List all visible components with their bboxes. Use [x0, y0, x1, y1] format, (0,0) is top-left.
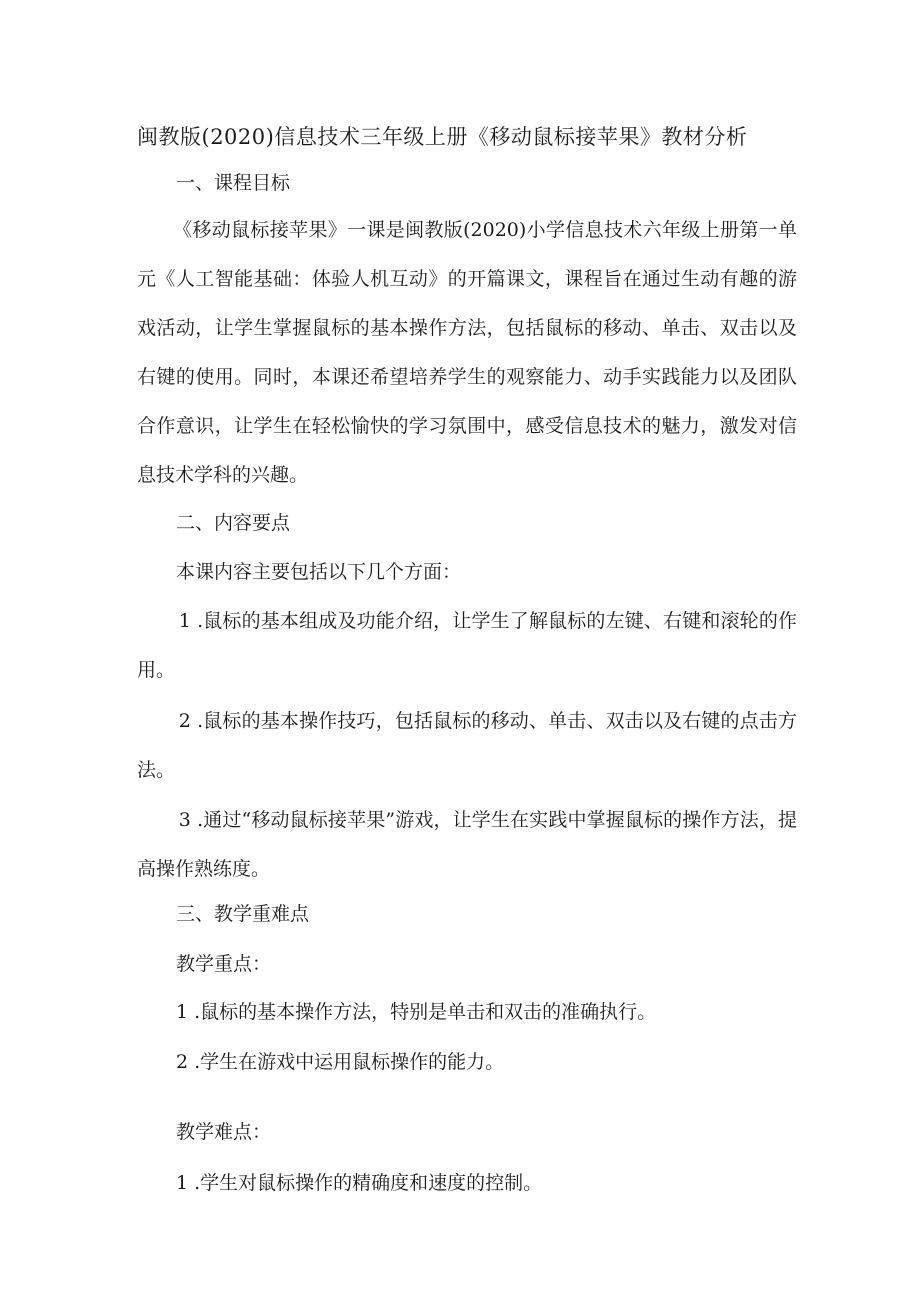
key-points-label: 教学重点： — [176, 953, 272, 975]
content-intro: 本课内容主要包括以下几个方面： — [176, 561, 462, 583]
document-title: 闽教版(2020)信息技术三年级上册《移动鼠标接苹果》教材分析 — [137, 125, 748, 149]
course-goals-paragraph: 《移动鼠标接苹果》一课是闽教版(2020)小学信息技术六年级上册第一单元《人工智能基础：体验人机互动》的开篇课文，课程旨在通过生动有趣的游戏活动，让学生掌握鼠标的基本操作方法，包括鼠标的移动、单击、双击以及右键的使用。同时，本课还希望培养学生的观察能力、动手实践能力以及团队合作意识，让学生在轻松愉快的学习氛围中，感受信息技术的魅力，激发对信息技术学科的兴趣。 — [137, 219, 797, 486]
section-heading-content-points: 二、内容要点 — [176, 512, 291, 534]
key-point-2: 2 .学生在游戏中运用鼠标操作的能力。 — [176, 1051, 505, 1073]
difficult-point-1: 1 .学生对鼠标操作的精确度和速度的控制。 — [176, 1172, 543, 1194]
difficult-points-label: 教学难点： — [176, 1121, 272, 1143]
section-heading-key-difficult: 三、教学重难点 — [176, 903, 310, 925]
key-point-1: 1 .鼠标的基本操作方法，特别是单击和双击的准确执行。 — [176, 1001, 657, 1023]
content-item-1: 1 .鼠标的基本组成及功能介绍，让学生了解鼠标的左键、右键和滚轮的作用。 — [137, 610, 797, 681]
content-item-3: 3 .通过“移动鼠标接苹果”游戏，让学生在实践中掌握鼠标的操作方法，提高操作熟练度。 — [137, 809, 797, 880]
section-heading-course-goals: 一、课程目标 — [176, 172, 291, 194]
content-item-2: 2 .鼠标的基本操作技巧，包括鼠标的移动、单击、双击以及右键的点击方法。 — [137, 710, 797, 781]
